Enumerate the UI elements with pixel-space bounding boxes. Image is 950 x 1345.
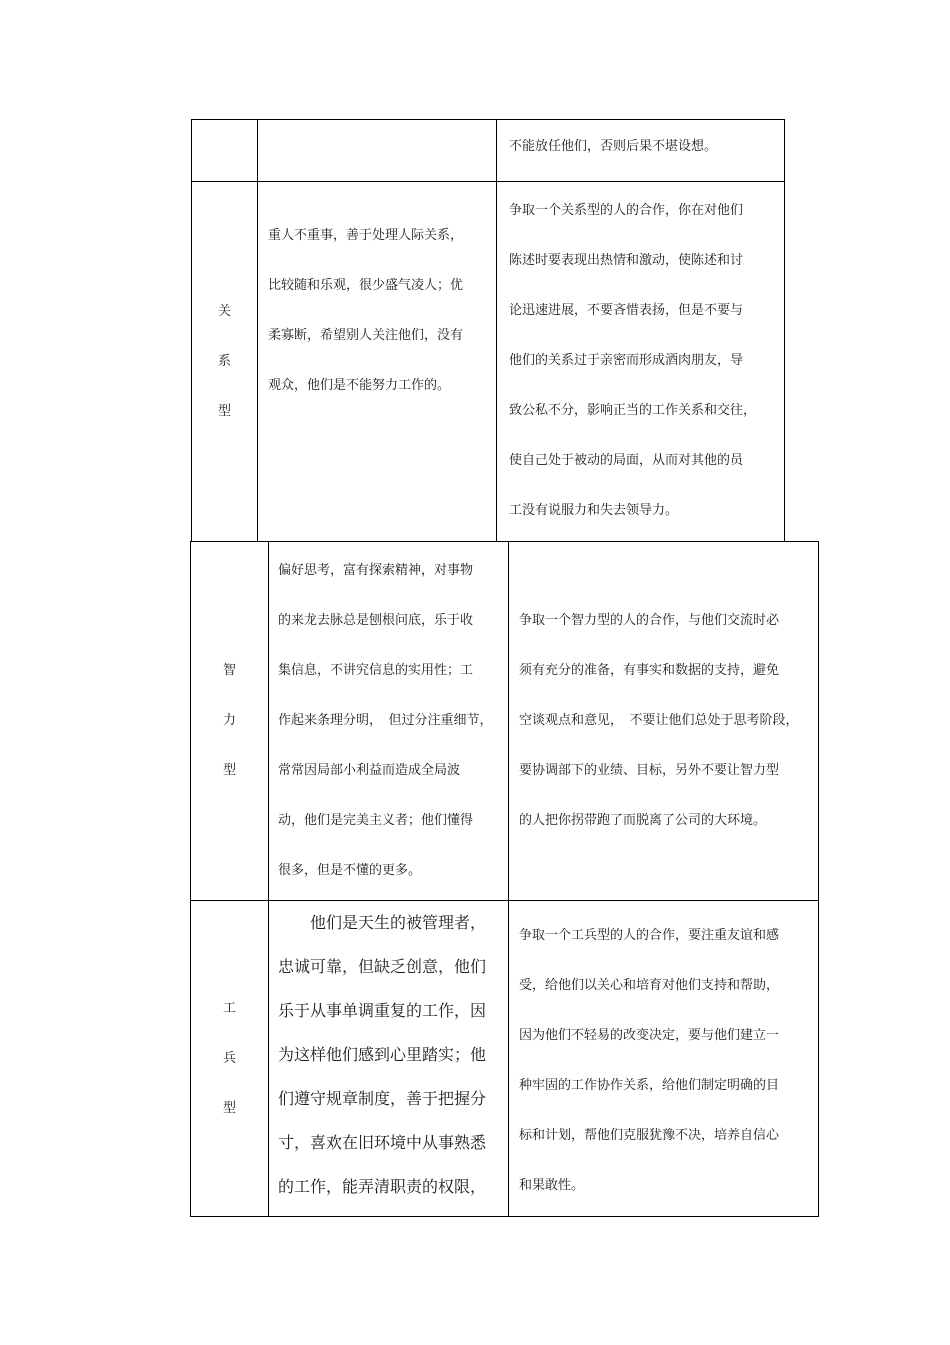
advice-line: 争取一个工兵型的人的合作，要注重友谊和感	[519, 928, 780, 943]
advice-line: 的人把你拐带跑了而脱离了公司的大环境。	[519, 813, 767, 828]
type-char: 关	[217, 303, 231, 319]
traits-line: 乐于从事单调重复的工作，因	[278, 1001, 487, 1020]
type-cell	[192, 120, 258, 182]
advice-line: 致公私不分，影响正当的工作关系和交往，	[509, 403, 757, 418]
table-row	[191, 542, 819, 901]
advice-cell	[497, 120, 785, 182]
traits-line: 忠诚可靠，但缺乏创意，他们	[278, 957, 487, 976]
traits-line: 柔寡断，希望别人关注他们，没有	[268, 328, 464, 343]
traits-line: 寸，喜欢在旧环境中从事熟悉	[278, 1133, 487, 1152]
table-row	[192, 120, 785, 182]
table-row	[191, 901, 819, 1217]
advice-cell	[509, 901, 819, 1217]
advice-line: 标和计划，帮他们克服犹豫不决，培养自信心	[519, 1128, 780, 1143]
type-char: 智	[222, 663, 236, 678]
type-char: 型	[217, 403, 231, 419]
type-char: 型	[222, 763, 236, 778]
traits-line: 很多，但是不懂的更多。	[278, 863, 422, 878]
traits-line: 的工作，能弄清职责的权限，	[278, 1177, 487, 1196]
type-cell	[192, 182, 258, 542]
advice-line: 使自己处于被动的局面，从而对其他的员	[509, 453, 744, 468]
type-cell	[191, 901, 269, 1217]
traits-line: 观众，他们是不能努力工作的。	[268, 378, 451, 393]
type-cell	[191, 542, 269, 901]
traits-line: 作起来条理分明， 但过分注重细节，	[278, 713, 493, 728]
advice-line: 不能放任他们，否则后果不堪设想。	[509, 139, 718, 154]
traits-line: 偏好思考，富有探索精神，对事物	[278, 563, 474, 578]
traits-line: 为这样他们感到心里踏实；他	[278, 1045, 487, 1064]
advice-line: 工没有说服力和失去领导力。	[509, 503, 679, 518]
advice-line: 种牢固的工作协作关系，给他们制定明确的目	[519, 1078, 780, 1093]
advice-line: 和果敢性。	[519, 1178, 585, 1193]
bottom-table	[190, 541, 819, 1217]
traits-line: 比较随和乐观，很少盛气凌人；优	[268, 278, 464, 293]
type-char: 力	[222, 713, 236, 728]
advice-cell	[509, 542, 819, 901]
table-row	[192, 182, 785, 542]
traits-cell	[269, 542, 509, 901]
traits-line: 集信息，不讲究信息的实用性；工	[278, 663, 474, 678]
advice-line: 须有充分的准备，有事实和数据的支持，避免	[519, 663, 780, 678]
advice-cell	[497, 182, 785, 542]
type-char: 型	[222, 1100, 236, 1116]
type-char: 系	[217, 353, 231, 369]
advice-line: 要协调部下的业绩、目标，另外不要让智力型	[519, 763, 780, 778]
top-table	[191, 119, 785, 542]
type-char: 兵	[222, 1050, 236, 1066]
traits-line: 的来龙去脉总是刨根问底，乐于收	[278, 613, 474, 628]
traits-line: 们遵守规章制度，善于把握分	[278, 1089, 487, 1108]
traits-cell	[258, 182, 497, 542]
traits-line: 动，他们是完美主义者；他们懂得	[278, 813, 474, 828]
traits-line: 他们是天生的被管理者，	[278, 913, 487, 932]
traits-cell	[258, 120, 497, 182]
advice-line: 他们的关系过于亲密而形成酒肉朋友，导	[509, 353, 744, 368]
traits-line: 常常因局部小利益而造成全局波	[278, 763, 461, 778]
type-char: 工	[222, 1000, 236, 1016]
advice-line: 因为他们不轻易的改变决定，要与他们建立一	[519, 1028, 780, 1043]
advice-line: 争取一个智力型的人的合作，与他们交流时必	[519, 613, 780, 628]
advice-line: 受，给他们以关心和培育对他们支持和帮助，	[519, 978, 780, 993]
advice-line: 论迅速进展，不要吝惜表扬，但是不要与	[509, 303, 744, 318]
advice-line: 空谈观点和意见， 不要让他们总处于思考阶段，	[519, 713, 799, 728]
traits-line: 重人不重事，善于处理人际关系，	[268, 228, 464, 243]
advice-line: 陈述时要表现出热情和激动，使陈述和讨	[509, 253, 744, 268]
advice-line: 争取一个关系型的人的合作，你在对他们	[509, 203, 744, 218]
traits-cell	[269, 901, 509, 1217]
